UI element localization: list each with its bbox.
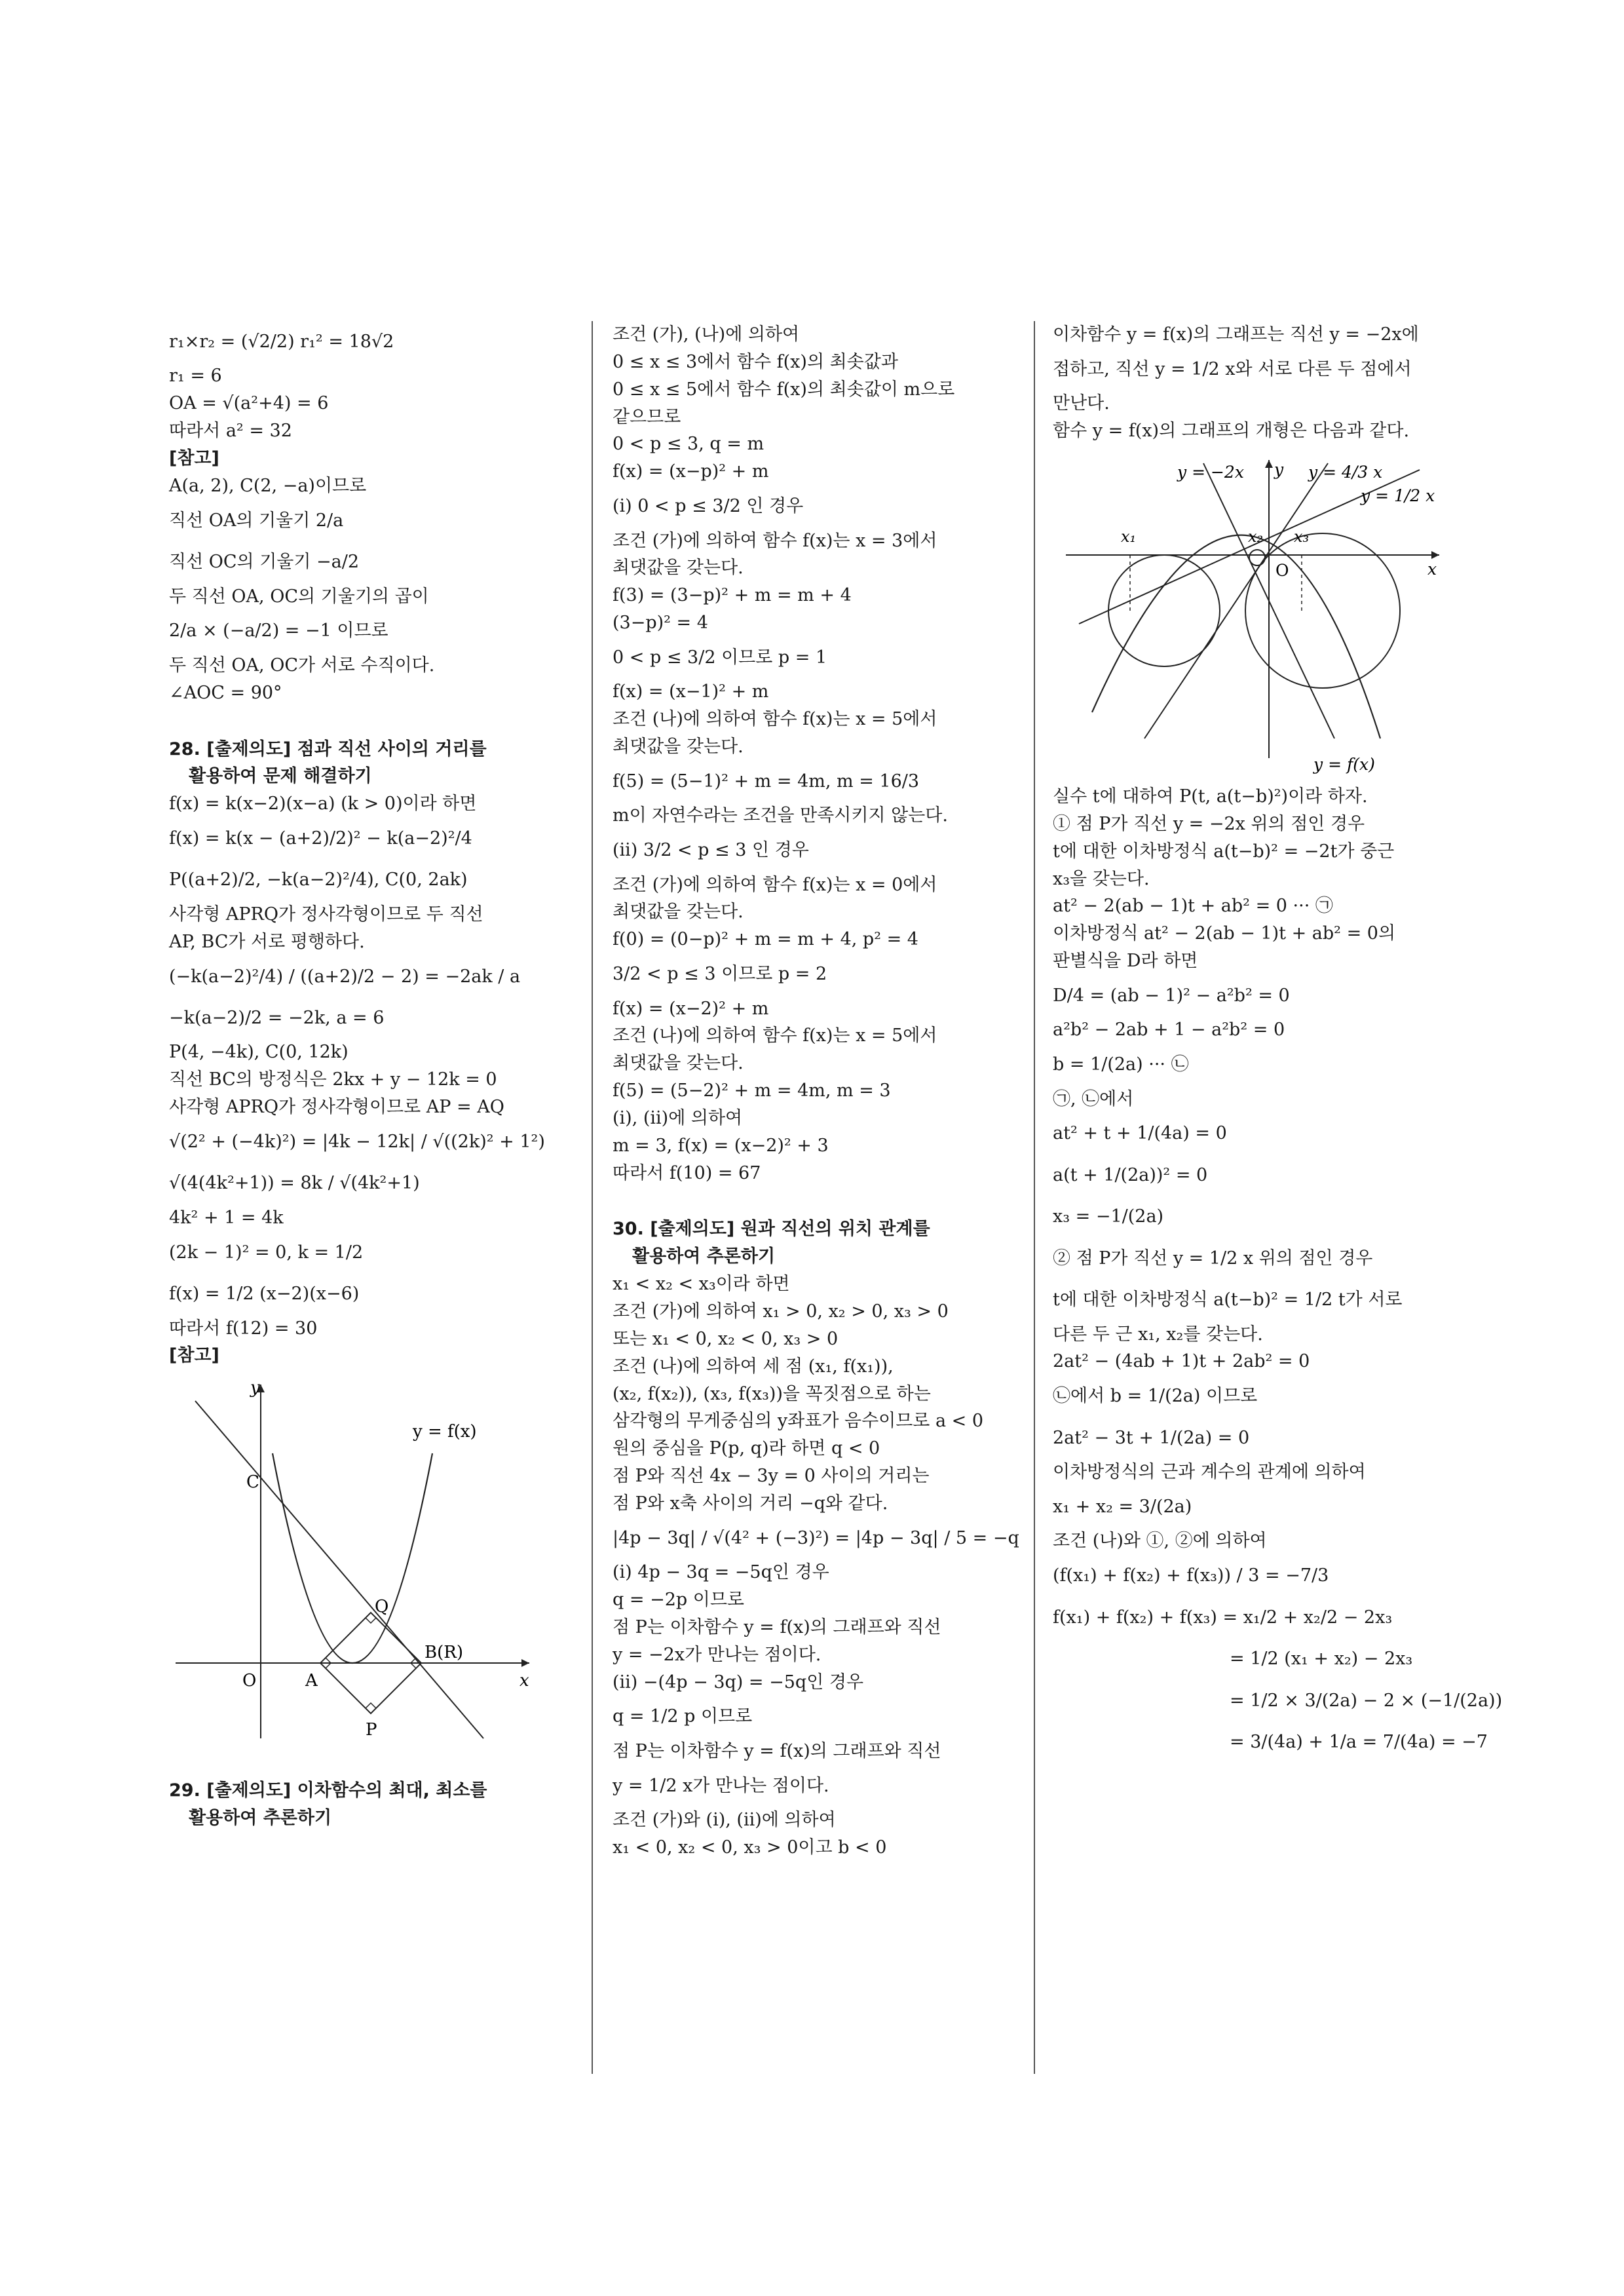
text-line: 판별식을 D라 하면 xyxy=(1053,951,1198,972)
text-line: 최댓값을 갖는다. xyxy=(613,902,744,923)
text-line: 0 ≤ x ≤ 5에서 함수 f(x)의 최솟값이 m으로 xyxy=(613,379,955,400)
y-axis-label: y xyxy=(1274,459,1284,479)
text-line: 따라서 a² = 32 xyxy=(169,421,292,442)
parabola-square-figure xyxy=(169,1375,536,1748)
text-line: 조건 (가)에 의하여 함수 f(x)는 x = 0에서 xyxy=(613,874,937,895)
origin-label: O xyxy=(242,1671,257,1691)
text-line: P(4, −4k), C(0, 12k) xyxy=(169,1042,349,1063)
text-line: f(0) = (0−p)² + m = m + 4, p² = 4 xyxy=(613,929,918,950)
curve-label: y = f(x) xyxy=(1313,754,1375,774)
text-line: 점 P는 이차함수 y = f(x)의 그래프와 직선 xyxy=(613,1617,941,1637)
text-line: −k(a−2)/2 = −2k, a = 6 xyxy=(169,1008,385,1029)
text-line: 사각형 APRQ가 정사각형이므로 두 직선 xyxy=(169,904,483,925)
line-4-3x-label: y = 4/3 x xyxy=(1308,462,1383,482)
text-line: ② 점 P가 직선 y = 1/2 x 위의 점인 경우 xyxy=(1053,1248,1373,1269)
text-line: 최댓값을 갖는다. xyxy=(613,1053,744,1074)
text-line: 삼각형의 무게중심의 y좌표가 음수이므로 a < 0 xyxy=(613,1411,984,1432)
text-line: x₁ < x₂ < x₃이라 하면 xyxy=(613,1274,790,1295)
text-line: b = 1/(2a) ··· ㉡ xyxy=(1053,1054,1189,1075)
point-c-label: C xyxy=(246,1472,259,1493)
text-line: a²b² − 2ab + 1 − a²b² = 0 xyxy=(1053,1020,1285,1041)
text-line: x₃을 갖는다. xyxy=(1053,868,1150,889)
note-label: [참고] xyxy=(169,448,219,469)
text-line: (f(x₁) + f(x₂) + f(x₃)) / 3 = −7/3 xyxy=(1053,1565,1329,1586)
text-line: 조건 (나)에 의하여 함수 f(x)는 x = 5에서 xyxy=(613,1025,937,1046)
text-line: f(5) = (5−1)² + m = 4m, m = 16/3 xyxy=(613,771,920,792)
text-line: = 1/2 (x₁ + x₂) − 2x₃ xyxy=(1230,1649,1413,1670)
text-line: 직선 BC의 방정식은 2kx + y − 12k = 0 xyxy=(169,1069,497,1090)
text-line: 4k² + 1 = 4k xyxy=(169,1207,284,1228)
text-line: f(x₁) + f(x₂) + f(x₃) = x₁/2 + x₂/2 − 2x₃ xyxy=(1053,1607,1393,1628)
note-label: [참고] xyxy=(169,1345,219,1366)
point-p-label: P xyxy=(366,1720,377,1740)
text-line: x₃ = −1/(2a) xyxy=(1053,1206,1164,1227)
text-line: 조건 (가)와 (i), (ii)에 의하여 xyxy=(613,1810,836,1831)
problem-28-heading: 28. [출제의도] 점과 직선 사이의 거리를 xyxy=(169,738,487,759)
text-line: at² + t + 1/(4a) = 0 xyxy=(1053,1123,1227,1144)
y-axis-label: y xyxy=(250,1378,260,1398)
text-line: 2at² − (4ab + 1)t + 2ab² = 0 xyxy=(1053,1351,1310,1372)
text-line: r₁×r₂ = (√2/2) r₁² = 18√2 xyxy=(169,332,394,352)
text-line: f(3) = (3−p)² + m = m + 4 xyxy=(613,585,852,606)
text-line: (3−p)² = 4 xyxy=(613,613,708,634)
text-line: q = −2p 이므로 xyxy=(613,1590,744,1610)
problem-29-heading-cont: 활용하여 추론하기 xyxy=(189,1808,332,1829)
column-3 xyxy=(1053,321,1503,1763)
text-line: |4p − 3q| / √(4² + (−3)²) = |4p − 3q| / 5 = −q xyxy=(613,1527,1019,1548)
point-a-label: A xyxy=(305,1671,318,1691)
text-line: 이차방정식 at² − 2(ab − 1)t + ab² = 0의 xyxy=(1053,923,1396,944)
curve-label: y = f(x) xyxy=(413,1422,477,1442)
text-line: x₁ < 0, x₂ < 0, x₃ > 0이고 b < 0 xyxy=(613,1837,887,1858)
text-line: 이차함수 y = f(x)의 그래프는 직선 y = −2x에 xyxy=(1053,324,1419,345)
text-line: 조건 (가)에 의하여 함수 f(x)는 x = 3에서 xyxy=(613,530,937,551)
x-axis-label: x xyxy=(519,1671,529,1691)
text-line: (ii) 3/2 < p ≤ 3 인 경우 xyxy=(613,840,809,861)
point-q-label: Q xyxy=(375,1597,389,1617)
x-axis-label: x xyxy=(1427,559,1437,579)
problem-29-heading: 29. [출제의도] 이차함수의 최대, 최소를 xyxy=(169,1780,487,1801)
text-line: 0 < p ≤ 3/2 이므로 p = 1 xyxy=(613,647,827,668)
text-line: 최댓값을 갖는다. xyxy=(613,558,744,579)
text-line: 함수 y = f(x)의 그래프의 개형은 다음과 같다. xyxy=(1053,421,1410,442)
text-line: y = 1/2 x가 만나는 점이다. xyxy=(613,1775,829,1796)
text-line: 조건 (나)에 의하여 함수 f(x)는 x = 5에서 xyxy=(613,709,937,730)
problem-28-heading-cont: 활용하여 문제 해결하기 xyxy=(189,766,372,787)
text-line: √(4(4k²+1)) = 8k / √(4k²+1) xyxy=(169,1173,420,1194)
text-line: D/4 = (ab − 1)² − a²b² = 0 xyxy=(1053,985,1290,1006)
text-line: 따라서 f(12) = 30 xyxy=(169,1318,318,1339)
text-line: (ii) −(4p − 3q) = −5q인 경우 xyxy=(613,1672,864,1693)
problem-30-heading: 30. [출제의도] 원과 직선의 위치 관계를 xyxy=(613,1219,930,1240)
text-line: 사각형 APRQ가 정사각형이므로 AP = AQ xyxy=(169,1097,504,1118)
text-line: 원의 중심을 P(p, q)라 하면 q < 0 xyxy=(613,1438,880,1459)
text-line: 두 직선 OA, OC가 서로 수직이다. xyxy=(169,655,435,676)
text-line: m이 자연수라는 조건을 만족시키지 않는다. xyxy=(613,805,948,826)
text-line: = 1/2 × 3/(2a) − 2 × (−1/(2a)) xyxy=(1230,1690,1503,1711)
text-line: 점 P와 x축 사이의 거리 −q와 같다. xyxy=(613,1493,888,1514)
text-line: 2at² − 3t + 1/(2a) = 0 xyxy=(1053,1427,1250,1448)
text-line: 조건 (나)에 의하여 세 점 (x₁, f(x₁)), xyxy=(613,1356,894,1377)
text-line: t에 대한 이차방정식 a(t−b)² = 1/2 t가 서로 xyxy=(1053,1290,1403,1311)
x1-label: x₁ xyxy=(1121,527,1137,546)
x2-label: x₂ xyxy=(1248,527,1264,546)
text-line: (−k(a−2)²/4) / ((a+2)/2 − 2) = −2ak / a xyxy=(169,966,521,987)
text-line: 최댓값을 갖는다. xyxy=(613,737,744,757)
text-line: (i), (ii)에 의하여 xyxy=(613,1107,743,1128)
text-line: a(t + 1/(2a))² = 0 xyxy=(1053,1164,1208,1185)
text-line: 0 < p ≤ 3, q = m xyxy=(613,434,765,455)
line-half-x-label: y = 1/2 x xyxy=(1361,486,1435,505)
text-line: q = 1/2 p 이므로 xyxy=(613,1706,753,1727)
problem-30-heading-cont: 활용하여 추론하기 xyxy=(632,1246,776,1267)
text-line: 점 P는 이차함수 y = f(x)의 그래프와 직선 xyxy=(613,1740,941,1761)
text-line: 직선 OC의 기울기 −a/2 xyxy=(169,552,360,573)
text-line: A(a, 2), C(2, −a)이므로 xyxy=(169,475,367,496)
text-line: 2/a × (−a/2) = −1 이므로 xyxy=(169,621,388,641)
text-line: r₁ = 6 xyxy=(169,366,222,387)
text-line: m = 3, f(x) = (x−2)² + 3 xyxy=(613,1135,829,1156)
text-line: 3/2 < p ≤ 3 이므로 p = 2 xyxy=(613,964,827,985)
text-line: √(2² + (−4k)²) = |4k − 12k| / √((2k)² + 1²) xyxy=(169,1132,545,1152)
text-line: f(x) = (x−p)² + m xyxy=(613,461,769,482)
text-line: 같으므로 xyxy=(613,406,681,427)
text-line: = 3/(4a) + 1/a = 7/(4a) = −7 xyxy=(1230,1732,1488,1753)
text-line: OA = √(a²+4) = 6 xyxy=(169,393,329,414)
text-line: at² − 2(ab − 1)t + ab² = 0 ··· ㉠ xyxy=(1053,896,1333,917)
text-line: 실수 t에 대하여 P(t, a(t−b)²)이라 하자. xyxy=(1053,786,1368,807)
x3-label: x₃ xyxy=(1294,527,1310,546)
text-line: f(x) = 1/2 (x−2)(x−6) xyxy=(169,1284,360,1305)
column-divider-1 xyxy=(592,321,593,2074)
text-line: f(x) = (x−2)² + m xyxy=(613,998,769,1019)
text-line: f(x) = k(x − (a+2)/2)² − k(a−2)²/4 xyxy=(169,828,472,849)
text-line: 두 직선 OA, OC의 기울기의 곱이 xyxy=(169,586,429,607)
text-line: 0 ≤ x ≤ 3에서 함수 f(x)의 최솟값과 xyxy=(613,351,898,372)
text-line: AP, BC가 서로 평행하다. xyxy=(169,931,365,952)
text-line: 만난다. xyxy=(1053,393,1110,414)
text-line: t에 대한 이차방정식 a(t−b)² = −2t가 중근 xyxy=(1053,841,1395,862)
text-line: x₁ + x₂ = 3/(2a) xyxy=(1053,1497,1192,1518)
text-line: 점 P와 직선 4x − 3y = 0 사이의 거리는 xyxy=(613,1466,930,1487)
text-line: (i) 4p − 3q = −5q인 경우 xyxy=(613,1562,829,1583)
column-divider-2 xyxy=(1034,321,1035,2074)
text-line: ㉡에서 b = 1/(2a) 이므로 xyxy=(1053,1386,1258,1407)
text-line: ① 점 P가 직선 y = −2x 위의 점인 경우 xyxy=(1053,813,1365,834)
text-line: f(x) = k(x−2)(x−a) (k > 0)이라 하면 xyxy=(169,794,477,814)
text-line: f(x) = (x−1)² + m xyxy=(613,681,769,702)
text-line: 조건 (가), (나)에 의하여 xyxy=(613,324,800,345)
text-line: 이차방정식의 근과 계수의 관계에 의하여 xyxy=(1053,1462,1366,1483)
text-line: 직선 OA의 기울기 2/a xyxy=(169,510,344,531)
text-line: 다른 두 근 x₁, x₂를 갖는다. xyxy=(1053,1324,1263,1345)
text-line: 따라서 f(10) = 67 xyxy=(613,1162,761,1183)
column-2 xyxy=(613,321,1019,1862)
line-neg2x-label: y = −2x xyxy=(1177,462,1244,482)
point-b-label: B(R) xyxy=(425,1643,463,1663)
text-line: 또는 x₁ < 0, x₂ < 0, x₃ > 0 xyxy=(613,1328,839,1349)
text-line: 조건 (가)에 의하여 x₁ > 0, x₂ > 0, x₃ > 0 xyxy=(613,1301,949,1322)
text-line: P((a+2)/2, −k(a−2)²/4), C(0, 2ak) xyxy=(169,870,468,890)
text-line: f(5) = (5−2)² + m = 4m, m = 3 xyxy=(613,1081,891,1101)
text-line: (i) 0 < p ≤ 3/2 인 경우 xyxy=(613,496,804,517)
text-line: y = −2x가 만나는 점이다. xyxy=(613,1644,821,1665)
text-line: 조건 (나)와 ①, ②에 의하여 xyxy=(1053,1531,1267,1552)
text-line: 접하고, 직선 y = 1/2 x와 서로 다른 두 점에서 xyxy=(1053,358,1412,379)
text-line: ∠AOC = 90° xyxy=(169,682,282,703)
text-line: (2k − 1)² = 0, k = 1/2 xyxy=(169,1242,364,1263)
text-line: ㉠, ㉡에서 xyxy=(1053,1088,1134,1109)
origin-label: O xyxy=(1275,560,1289,580)
column-1 xyxy=(169,321,562,1832)
circles-tangent-figure xyxy=(1053,450,1446,778)
text-line: (x₂, f(x₂)), (x₃, f(x₃))을 꼭짓점으로 하는 xyxy=(613,1383,931,1404)
